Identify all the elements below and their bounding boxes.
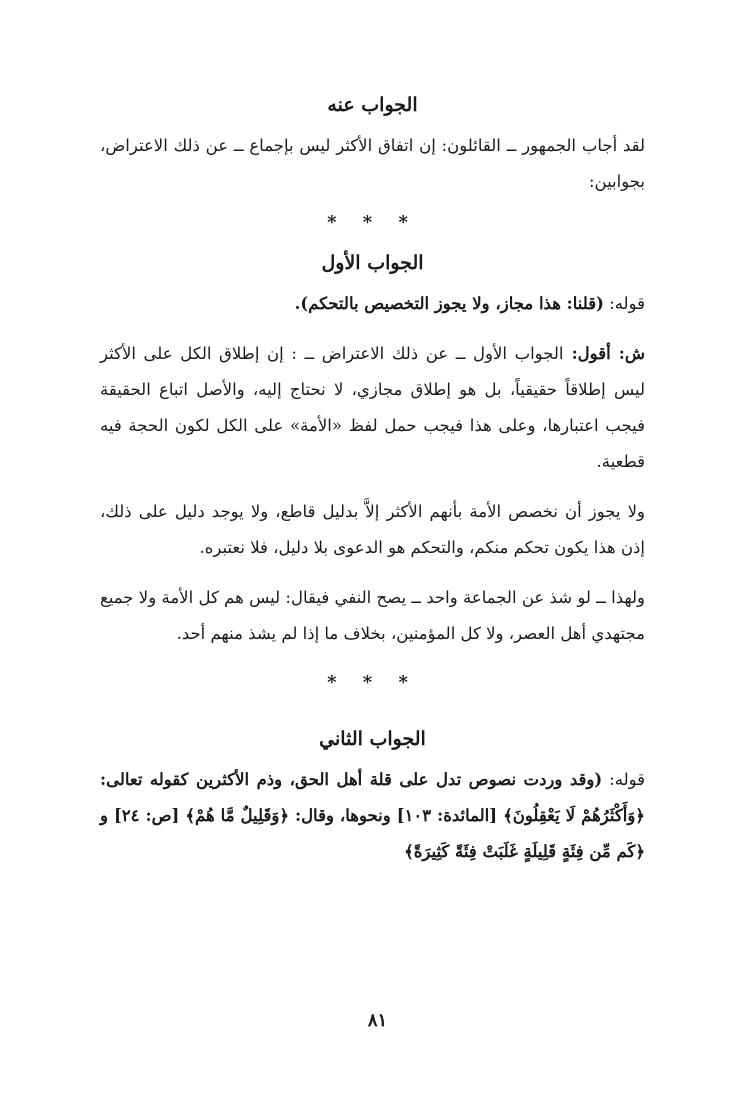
separator-stars: * * *: [327, 672, 418, 693]
spacer: [100, 700, 645, 722]
paragraph-intro: لقد أجاب الجمهور ــ القائلون: إن اتفاق الأكثر ليس بإجماع ــ عن ذلك الاعتراض، بجوابين:: [100, 136, 645, 191]
quran-verse: ﴿وَقَلِيلٌ مَّا هُمْ﴾: [185, 806, 289, 825]
quote-lead: قوله:: [602, 770, 646, 789]
paragraph-first-answer: [100, 336, 645, 480]
section-heading-second-answer: الجواب الثاني: [319, 728, 426, 750]
quote-lead: قوله:: [603, 294, 645, 313]
page-number: ٨١: [367, 1010, 388, 1031]
paragraph-text: الجواب الأول ــ عن ذلك الاعتراض ــ : إن إطلاق الكل على الأكثر ليس إطلاقاً حقيقياً، بل هو إطلاق مجازي، لا نحتاج إليه، والأصل اتباع الحقيقة فيجب اعتبارها، وعلى هذا فيجب حمل لفظ «الأمة» على الكل لكون الحجة فيه قطعية.: [100, 344, 645, 471]
spacer: [100, 480, 645, 494]
paragraph-no-specification: ولا يجوز أن نخصص الأمة بأنهم الأكثر إلاَّ بدليل قاطع، ولا يوجد دليل على ذلك، إذن هذا يكون تحكم منكم، والتحكم هو الدعوى بلا دليل، فلا نعتبره.: [100, 502, 645, 557]
quote-text: (وقد وردت نصوص تدل على قلة أهل الحق، وذم الأكثرين كقوله تعالى:: [100, 770, 603, 789]
spacer: [100, 322, 645, 336]
paragraph-lead: ش: أقول:: [563, 344, 646, 363]
quote-paragraph-second: [100, 762, 645, 870]
quran-verse: ﴿وَأَكْثَرُهُمْ لَا يَعْقِلُونَ﴾: [503, 806, 645, 825]
verse-reference: [المائدة: ١٠٣] ونحوها، وقال:: [288, 806, 504, 825]
section-heading-first-answer: الجواب الأول: [321, 252, 424, 274]
spacer: [100, 566, 645, 580]
quran-verse: ﴿كَم مِّن فِئَةٍ قَلِيلَةٍ غَلَبَتْ فِئَةً كَثِيرَةً﴾: [404, 842, 645, 861]
page-content: [100, 88, 645, 870]
quote-paragraph-first: [100, 286, 645, 322]
paragraph-dissent: ولهذا ــ لو شذ عن الجماعة واحد ــ يصح النفي فيقال: ليس هم كل الأمة ولا جميع مجتهدي أهل العصر، ولا كل المؤمنين، بخلاف ما إذا لم يشذ منهم أحد.: [100, 588, 645, 643]
quote-text: (قلنا: هذا مجاز، ولا يجوز التخصيص بالتحكم).: [294, 294, 604, 313]
section-heading-answer: الجواب عنه: [327, 94, 418, 116]
spacer: [100, 652, 645, 666]
separator-stars: * * *: [327, 212, 418, 233]
verse-reference: [ص: ٢٤] و: [100, 806, 186, 825]
